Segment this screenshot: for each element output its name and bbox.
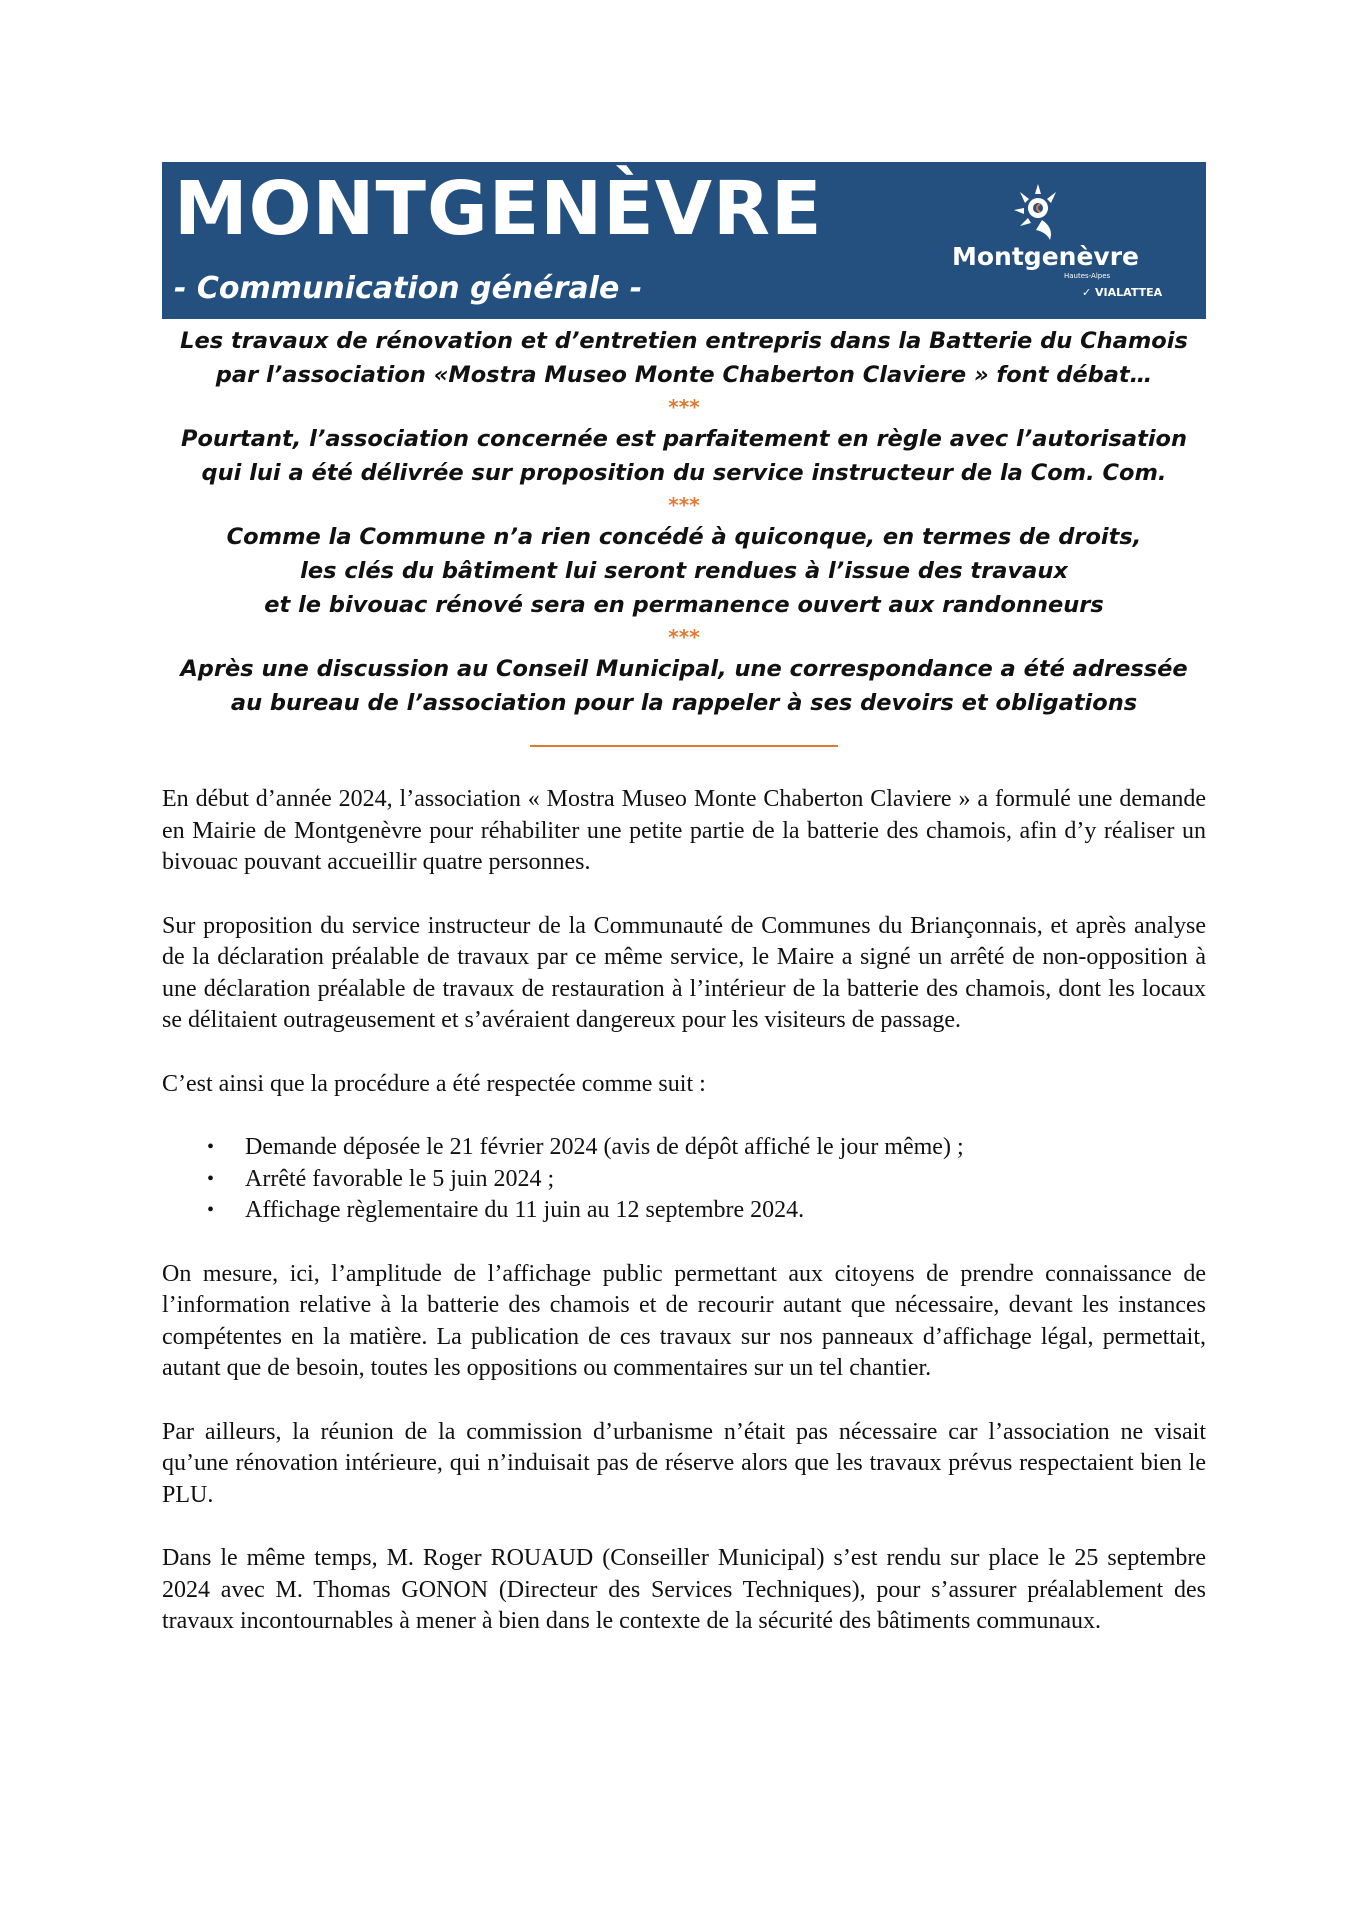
logo-partner: ✓ VIALATTEA	[1082, 286, 1163, 299]
headline-line: Comme la Commune n’a rien concédé à quiconque, en termes de droits,	[226, 524, 1142, 550]
list-item: • Arrêté favorable le 5 juin 2024 ;	[162, 1164, 1206, 1196]
headline-line: qui lui a été délivrée sur proposition du service instructeur de la Com. Com.	[201, 460, 1167, 486]
paragraph: On mesure, ici, l’amplitude de l’affichage public permettant aux citoyens de prendre connaissance de l’information relative à la batterie des chamois et de recourir autant que nécessaire, devant les instances compétentes en la matière. La publication de ces travaux sur nos panneaux d’affichage légal, permettait, autant que de besoin, toutes les oppositions ou commentaires sur un tel chantier.	[162, 1260, 1206, 1381]
logo-name: Montgenèvre	[952, 242, 1139, 271]
document-body	[162, 784, 1206, 1638]
headline-line: les clés du bâtiment lui seront rendues à l’issue des travaux	[300, 558, 1068, 584]
paragraph: En début d’année 2024, l’association « Mostra Museo Monte Chaberton Claviere » a formulé une demande en Mairie de Montgenèvre pour réhabiliter une petite partie de la batterie des chamois, afin d’y réaliser un bivouac pouvant accueillir quatre personnes.	[162, 786, 1206, 875]
montgenevre-logo	[952, 180, 1192, 310]
bullet-icon: •	[207, 1199, 215, 1221]
headline-line: par l’association «Mostra Museo Monte Chaberton Claviere » font débat…	[215, 362, 1153, 388]
divider	[530, 745, 838, 747]
paragraph: C’est ainsi que la procédure a été respectée comme suit :	[162, 1070, 706, 1097]
sun-mountain-logo-icon	[1010, 180, 1066, 242]
bullet-icon: •	[207, 1136, 215, 1158]
list-item: • Affichage règlementaire du 11 juin au 12 septembre 2024.	[162, 1195, 1206, 1227]
banner-subtitle: - Communication générale -	[174, 271, 643, 306]
paragraph: Sur proposition du service instructeur de la Communauté de Communes du Briançonnais, et après analyse de la déclaration préalable de travaux par ce même service, le Maire a signé un arrêté de non-opposition à une déclaration préalable de travaux de restauration à l’intérieur de la batterie des chamois, dont les locaux se délitaient outrageusement et s’avéraient dangereux pour les visiteurs de passage.	[162, 912, 1206, 1033]
separator-stars: ***	[668, 493, 700, 517]
headline-line: Après une discussion au Conseil Municipal, une correspondance a été adressée	[180, 656, 1188, 682]
headline-line: Pourtant, l’association concernée est parfaitement en règle avec l’autorisation	[180, 426, 1188, 452]
headline-line: au bureau de l’association pour la rappeler à ses devoirs et obligations	[230, 690, 1138, 716]
paragraph: Dans le même temps, M. Roger ROUAUD (Conseiller Municipal) s’est rendu sur place le 25 septembre 2024 avec M. Thomas GONON (Directeur des Services Techniques), pour s’assurer préalablement des travaux incontournables à mener à bien dans le contexte de la sécurité des bâtiments communaux.	[162, 1545, 1206, 1634]
header-banner	[162, 162, 1206, 319]
procedure-list	[162, 1132, 1206, 1227]
list-item: • Demande déposée le 21 février 2024 (avis de dépôt affiché le jour même) ;	[162, 1132, 1206, 1164]
vialattea-icon: ✓	[1082, 286, 1096, 299]
headline-line: et le bivouac rénové sera en permanence ouvert aux randonneurs	[264, 592, 1104, 618]
banner-title: MONTGENÈVRE	[174, 166, 823, 252]
headline-block	[162, 324, 1206, 720]
separator-stars: ***	[668, 625, 700, 649]
logo-region: Hautes-Alpes	[1064, 272, 1111, 280]
bullet-icon: •	[207, 1167, 215, 1190]
separator-stars: ***	[668, 395, 700, 419]
headline-line: Les travaux de rénovation et d’entretien entrepris dans la Batterie du Chamois	[180, 328, 1188, 354]
paragraph: Par ailleurs, la réunion de la commission d’urbanisme n’était pas nécessaire car l’association ne visait qu’une rénovation intérieure, qui n’induisait pas de réserve alors que les travaux prévus respectaient bien le PLU.	[162, 1418, 1206, 1508]
